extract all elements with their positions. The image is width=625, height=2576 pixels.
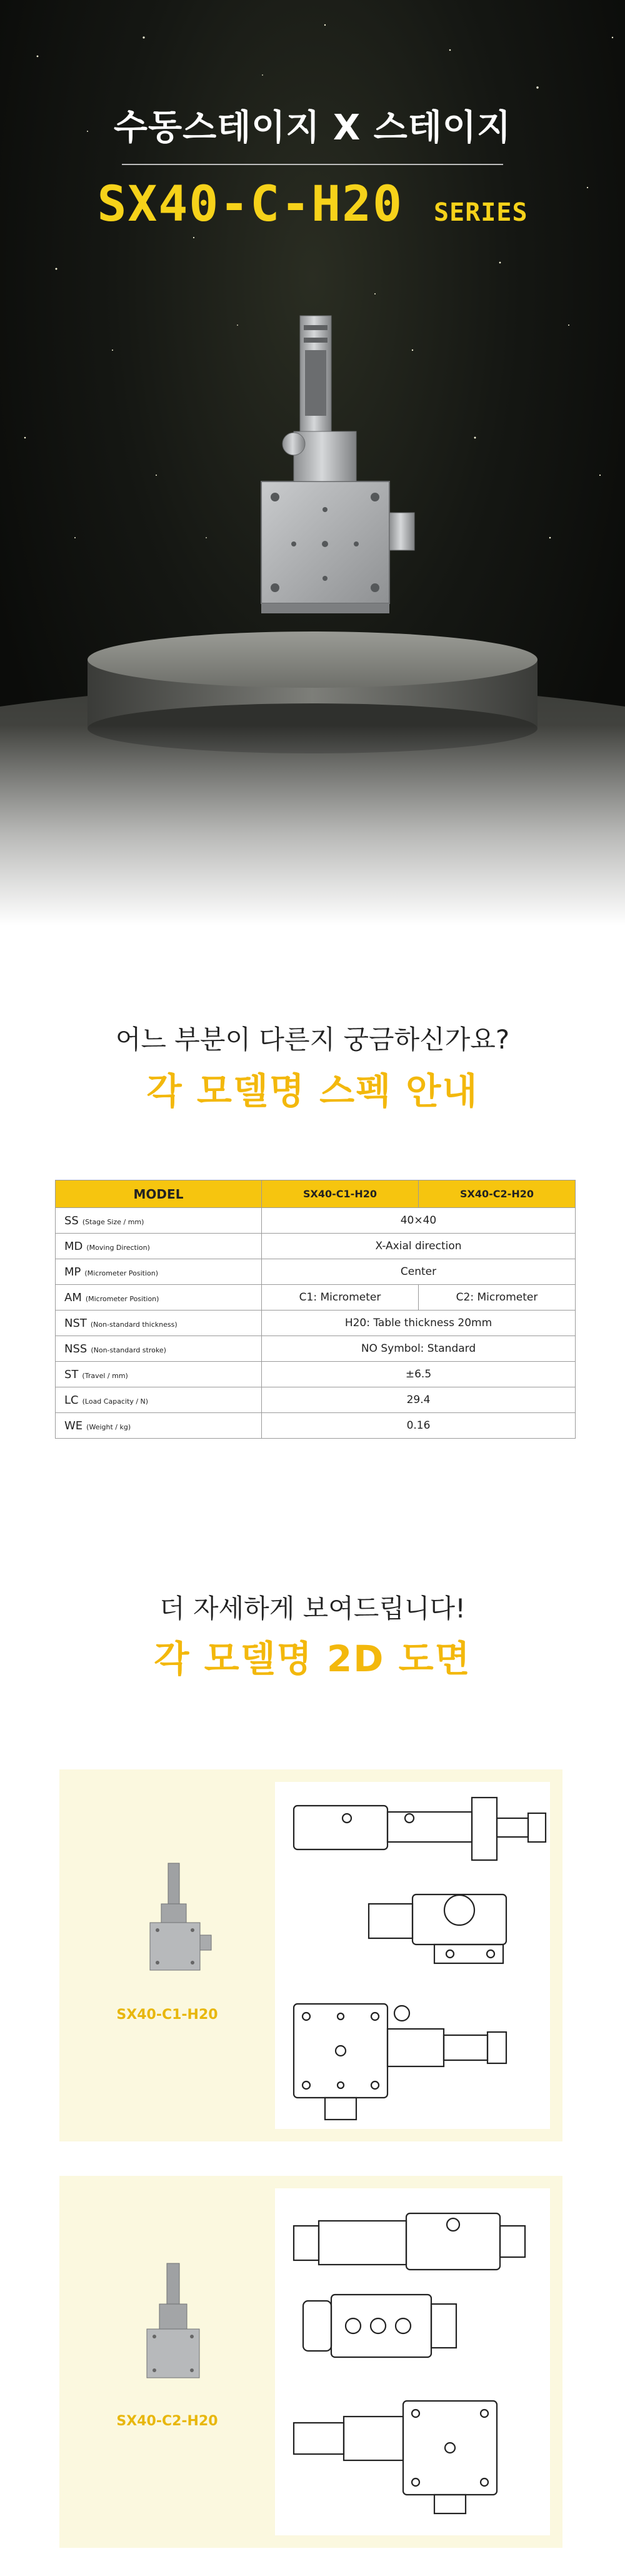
spec-row-label: MD (Moving Direction)	[56, 1234, 262, 1259]
spec-row-value: 29.4	[262, 1387, 576, 1413]
product-drawing-c2	[59, 2176, 562, 2548]
spec-row-value: Center	[262, 1259, 576, 1285]
spec-row-label: ST (Travel / mm)	[56, 1362, 262, 1387]
product-card-c1	[59, 1769, 562, 2141]
spec-question: 어느 부분이 다른지 궁금하신가요?	[115, 1024, 510, 1055]
spec-row-label: SS (Stage Size / mm)	[56, 1208, 262, 1234]
spec-heading: 각 모델명 스펙 안내	[146, 1070, 479, 1112]
hero-title: 수동스테이지 X 스테이지	[113, 108, 512, 148]
spec-row-value: 40×40	[262, 1208, 576, 1234]
spec-row-value: ±6.5	[262, 1362, 576, 1387]
table-row	[56, 1311, 576, 1336]
product-caption-c1: SX40-C1-H20	[116, 2007, 218, 2023]
spec-row-label: LC (Load Capacity / N)	[56, 1387, 262, 1413]
spec-row-value: NO Symbol: Standard	[262, 1336, 576, 1362]
product-photo-c2	[147, 2263, 199, 2378]
table-row	[56, 1362, 576, 1387]
product-card-c2	[59, 2176, 562, 2548]
spec-row-label: WE (Weight / kg)	[56, 1413, 262, 1439]
hero-series-label: SERIES	[434, 198, 528, 227]
table-row	[56, 1387, 576, 1413]
table-row	[56, 1336, 576, 1362]
spec-row-value: H20: Table thickness 20mm	[262, 1311, 576, 1336]
spec-row-label: AM (Micrometer Position)	[56, 1285, 262, 1311]
product-photo-c1	[150, 1863, 211, 1970]
drawing-question: 더 자세하게 보여드립니다!	[159, 1593, 466, 1624]
hero-model-code: SX40-C-H20	[97, 176, 404, 233]
spec-table-header	[56, 1180, 576, 1208]
spec-row-value: 0.16	[262, 1413, 576, 1439]
hero-divider	[122, 164, 503, 165]
product-drawing-c1	[59, 1769, 562, 2141]
drawing-heading: 각 모델명 2D 도면	[154, 1638, 471, 1680]
hero-fade	[0, 725, 625, 925]
table-row	[56, 1234, 576, 1259]
spec-row-label: NSS (Non-standard stroke)	[56, 1336, 262, 1362]
spec-row-label: MP (Micrometer Position)	[56, 1259, 262, 1285]
spec-header-model: MODEL	[56, 1180, 262, 1208]
spec-header-col1: SX40-C1-H20	[262, 1180, 419, 1208]
spec-row-label: NST (Non-standard thickness)	[56, 1311, 262, 1336]
line-drawing-c1	[294, 1798, 546, 2120]
table-row	[56, 1259, 576, 1285]
line-drawing-c2	[294, 2213, 525, 2513]
spec-header-col2: SX40-C2-H20	[419, 1180, 576, 1208]
table-row	[56, 1285, 576, 1311]
hero-model-name	[0, 176, 625, 233]
product-caption-c2: SX40-C2-H20	[116, 2413, 218, 2429]
spec-row-value-col1: C1: Micrometer	[262, 1285, 419, 1311]
spec-row-value-col2: C2: Micrometer	[419, 1285, 576, 1311]
stage-product-image	[261, 316, 414, 613]
hero-banner	[0, 0, 625, 925]
table-row	[56, 1208, 576, 1234]
spec-table	[55, 1180, 576, 1439]
spec-row-value: X-Axial direction	[262, 1234, 576, 1259]
table-row	[56, 1413, 576, 1439]
